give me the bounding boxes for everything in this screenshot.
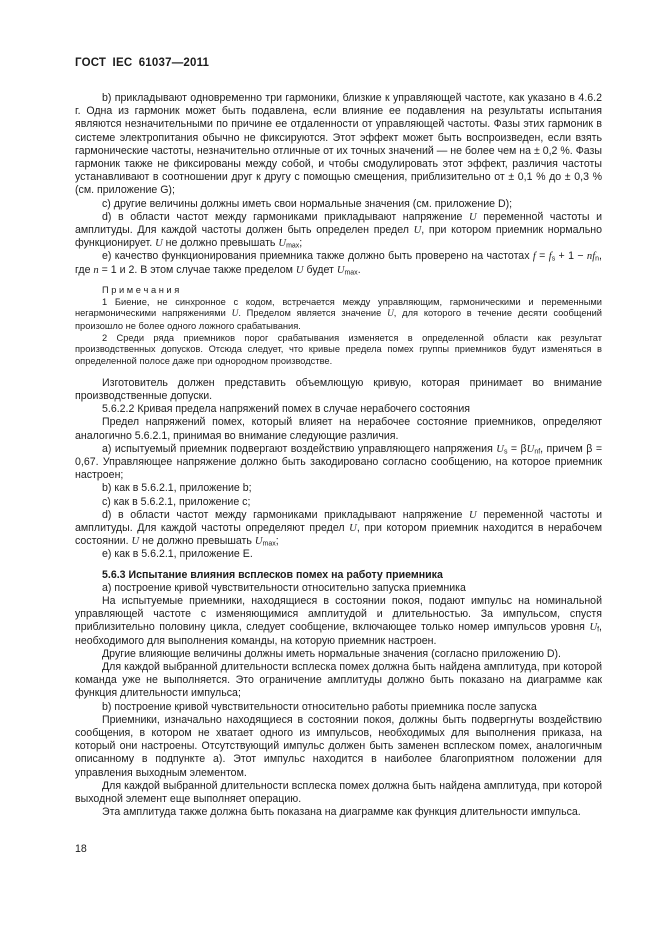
section-heading: 5.6.3 Испытание влияния всплесков помех на работу приемника — [102, 568, 443, 581]
paragraph: Предел напряжений помех, который влияет на нерабочее состояние приемников, определяют аналогично 5.6.2.1, принимая во внимание следующие различия. — [75, 416, 602, 442]
note-item: 1 Биение, не синхронное с кодом, встречается между управляющим, гармоническими и переменными негармоническими напряжениями U. Пределом является значение U, для которого в течение десяти сообщений произошло не более одного ложного срабатывания. — [75, 296, 603, 331]
paragraph: e) качество функционирования приемника также должно быть проверено на частотах $f = f_s + 1 - nf_n$, где n = 1 и 2. В этом случае также пределом U будет $U_{max}$. — [75, 250, 602, 277]
document-header: ГОСТ IEC 61037—2011 — [75, 57, 210, 69]
paragraph: Приемники, изначально находящиеся в состоянии покоя, должны быть подвергнуты воздействию сообщения, в котором не хватает одного из импульсов, необходимых для выполнения приказа, на который они настроены. Отсутствующий импульс должен быть заменен всплеском помех, аналогичным описанному в подпункте a). Этот импульс находится в наиболее благоприятном положении для управления выходным элементом. — [75, 713, 602, 779]
paragraph: Для каждой выбранной длительности всплеска помех должна быть найдена амплитуда, при которой команда уже не выполняется. Это ограничение амплитуды должно быть показано на диаграмме как функция длительности импульса; — [75, 661, 602, 700]
paragraph: b) прикладывают одновременно три гармоники, близкие к управляющей частоте, как указано в 4.6.2 г. Одна из гармоник может быть подавлена, если влияние ее подавления на результаты испытания являются незначительными по причине ее отдаленности от управляющей частоты. Фазы этих гармоник в системе электропитания обычно не фиксируются. Этот эффект может быть воспроизведен, если взять гармонические частоты, незначительно отличные от их точных значений — не более чем на ± 0,2 %. Фазы гармоник также не фиксированы между собой, и чтобы смодулировать этот эффект, различия частоты устанавливают в соотношении друг к другу с помощью смещения, приблизительно от ± 0,1 % до ± 0,3 % (см. приложение G); — [75, 92, 602, 197]
paragraph: a) построение кривой чувствительности относительно запуска приемника — [102, 581, 466, 594]
paragraph: c) другие величины должны иметь свои нормальные значения (см. приложение D); — [102, 197, 513, 210]
paragraph: На испытуемые приемники, находящиеся в состоянии покоя, подают импульс на номинальной управляющей частоте с изменяющимися амплитудой и длительностью. За импульсом, спустя приблизительно половину цикла, следует сообщение, включающее только номер импульсов уровня $U_f$, необходимого для выполнения команды, на которую приемник настроен. — [75, 595, 602, 647]
paragraph: b) построение кривой чувствительности относительно работы приемника после запуска — [102, 700, 537, 713]
document-content — [75, 57, 602, 819]
section-heading: 5.6.2.2 Кривая предела напряжений помех в случае нерабочего состояния — [102, 403, 471, 416]
notes-heading: П р и м е ч а н и я — [102, 284, 180, 295]
note-item: 2 Среди ряда приемников порог срабатывания изменяется в определенной области как результат производственных допусков. Отсюда следует, что кривые предела помех группы приемников будут изменяться в определенной полосе даже при однородном производстве. — [75, 332, 602, 367]
paragraph: d) в области частот между гармониками прикладывают напряжение U переменной частоты и амплитуды. Для каждой частоты должен быть определен предел U, при котором приемник нормально функционирует. U не должно превышать $U_{max}$; — [75, 210, 602, 250]
paragraph: Эта амплитуда также должна быть показана на диаграмме как функция длительности импульса. — [102, 806, 581, 819]
paragraph: c) как в 5.6.2.1, приложение c; — [102, 495, 251, 508]
paragraph: d) в области частот между гармониками прикладывают напряжение U переменной частоты и амплитуды. Для каждой частоты определяют предел U, при котором приемник находится в нерабочем состоянии. U не должно превышать $U_{max}$; — [75, 508, 602, 548]
page-number: 18 — [75, 843, 87, 855]
paragraph: Для каждой выбранной длительности всплеска помех должна быть найдена амплитуда, при которой выходной элемент еще выполняет операцию. — [75, 779, 602, 806]
paragraph: Изготовитель должен представить объемлющую кривую, которая принимает во внимание производственные допуски. — [75, 376, 602, 402]
paragraph: Другие влияющие величины должны иметь нормальные значения (согласно приложению D). — [102, 647, 561, 660]
paragraph: a) испытуемый приемник подвергают воздействию управляющего напряжения $U_s = \beta U_{nf}$, причем β = 0,67. Управляющее напряжение должно быть закодировано согласно сообщению, на которое приемник настроен; — [75, 442, 603, 482]
paragraph: e) как в 5.6.2.1, приложение E. — [102, 548, 253, 561]
document-body — [75, 92, 602, 819]
paragraph: b) как в 5.6.2.1, приложение b; — [102, 482, 252, 495]
